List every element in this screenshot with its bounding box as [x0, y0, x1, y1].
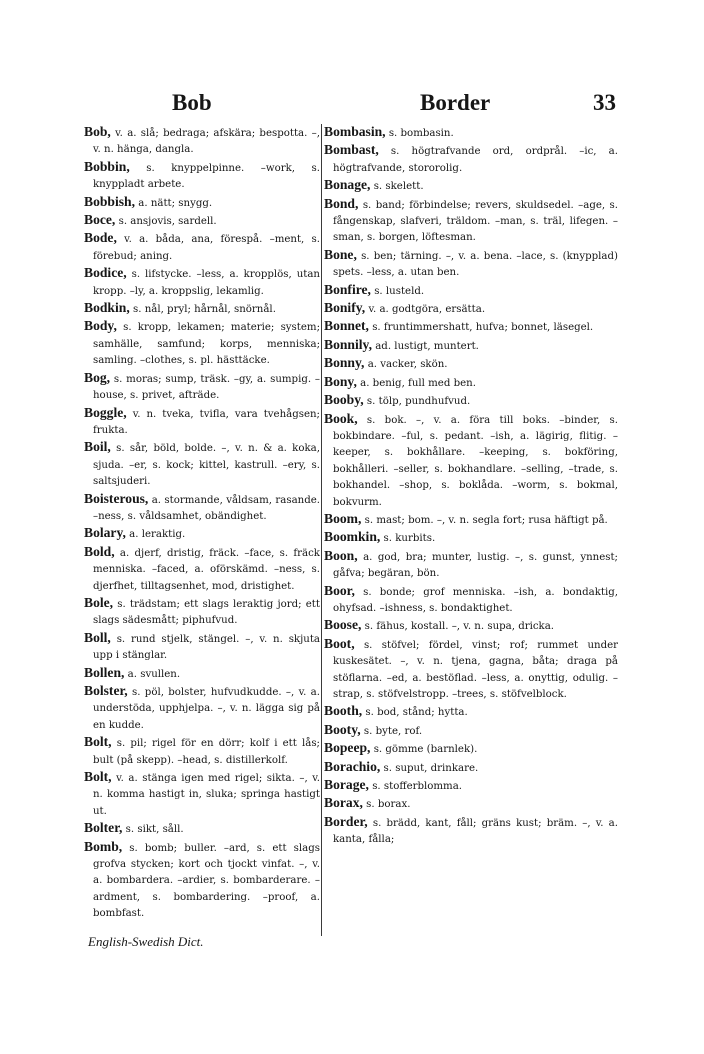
- entry-headword: Bodkin,: [84, 300, 130, 316]
- dictionary-entry: [324, 617, 618, 635]
- dictionary-entry: [324, 795, 618, 813]
- entry-definition: s. skelett.: [373, 181, 424, 193]
- entry-headword: Boil,: [84, 439, 111, 455]
- entry-definition: a. benig, full med ben.: [360, 377, 476, 389]
- entry-definition: s. bok. –, v. a. föra till boks. –binder, s. bokbindare. –ful, s. pedant. –ish, a. lägirig, flitig. –keeper, s. bokhållare. –keeping, s. bokföring, bokhålleri. –seller, s. bokhandlare. –selling, –trade, s. bokhandel. –shop, s. boklåda. –worm, s. bokmal, bokvurm.: [333, 414, 618, 508]
- entry-headword: Bonify,: [324, 300, 366, 316]
- dictionary-entry: [84, 194, 320, 212]
- dictionary-entry: [324, 777, 618, 795]
- entry-headword: Booty,: [324, 721, 361, 737]
- footer-signature: English-Swedish Dict.: [88, 934, 204, 949]
- dictionary-entry: [84, 491, 320, 526]
- entry-definition: s. högtrafvande ord, ordprål. –ic, a. högtrafvande, stororolig.: [333, 146, 618, 174]
- dictionary-entry: [324, 529, 618, 547]
- entry-definition: s. suput, drinkare.: [383, 762, 479, 774]
- dictionary-entry: [84, 820, 320, 838]
- header-first-word: Bob: [172, 90, 212, 115]
- dictionary-entry: [84, 683, 320, 734]
- entry-headword: Boce,: [84, 212, 116, 228]
- entry-definition: s. trädstam; ett slags leraktig jord; ett slags sädesmått; piphufvud.: [93, 598, 320, 627]
- entry-headword: Bombast,: [324, 142, 379, 158]
- entry-headword: Bobbish,: [84, 193, 136, 209]
- dictionary-entry: [84, 405, 320, 440]
- header-last-word: Border: [420, 90, 491, 115]
- entry-definition: s. pöl, bolster, hufvudkudde. –, v. a. understöda, upphjelpa. –, v. n. lägga sig på en kudde.: [93, 687, 320, 731]
- dictionary-entry: [84, 525, 320, 543]
- right-column: [324, 124, 618, 849]
- entry-headword: Bole,: [84, 594, 114, 610]
- entry-headword: Bolt,: [84, 734, 112, 750]
- entry-definition: s. brädd, kant, fåll; gräns kust; bräm. –, v. a. kanta, fålla;: [333, 817, 618, 846]
- entry-definition: s. gömme (barnlek).: [373, 744, 478, 756]
- entry-headword: Bolster,: [84, 683, 128, 698]
- entry-definition: s. pil; rigel för en dörr; kolf i ett lås; bult (på skepp). –head, s. distillerkolf.: [93, 738, 320, 766]
- dictionary-entry: [324, 548, 618, 583]
- entry-headword: Bonny,: [324, 355, 365, 371]
- entry-headword: Bolter,: [84, 820, 123, 836]
- entry-definition: s. bod, stånd; hytta.: [365, 707, 468, 719]
- entry-headword: Boll,: [84, 629, 111, 645]
- entry-definition: s. fruntimmershatt, hufva; bonnet, läsegel.: [372, 322, 594, 334]
- dictionary-entry: [84, 665, 320, 683]
- dictionary-entry: [84, 439, 320, 490]
- dictionary-entry: [324, 740, 618, 758]
- entry-headword: Bonnily,: [324, 336, 372, 352]
- entry-headword: Boor,: [324, 582, 355, 598]
- dictionary-entry: [324, 511, 618, 529]
- entry-headword: Book,: [324, 410, 358, 426]
- running-header: [80, 90, 616, 120]
- entry-definition: v. a. båda, ana, förespå. –ment, s. förebud; aning.: [93, 234, 320, 262]
- entry-headword: Bog,: [84, 369, 111, 385]
- dictionary-entry: [84, 265, 320, 300]
- dictionary-entry: [324, 703, 618, 721]
- entry-headword: Boot,: [324, 635, 355, 651]
- entry-headword: Bond,: [324, 195, 359, 211]
- entry-definition: v. n. tveka, tvifla, vara tvehågsen; frukta.: [93, 408, 320, 436]
- entry-definition: s. mast; bom. –, v. n. segla fort; rusa häftigt på.: [364, 514, 608, 526]
- entry-definition: a. vacker, skön.: [367, 359, 448, 371]
- dictionary-entry: [84, 630, 320, 665]
- entry-headword: Bolary,: [84, 525, 126, 541]
- entry-definition: s. lusteld.: [374, 285, 425, 297]
- entry-definition: a. svullen.: [127, 668, 181, 680]
- dictionary-entry: [324, 337, 618, 355]
- dictionary-entry: [324, 177, 618, 195]
- dictionary-entry: [84, 544, 320, 595]
- dictionary-entry: [324, 583, 618, 618]
- entry-headword: Borachio,: [324, 758, 381, 774]
- entry-definition: s. sår, böld, bolde. –, v. n. & a. koka, sjuda. –er, s. kock; kittel, kastrull. –ery, s. saltsjuderi.: [93, 443, 320, 488]
- entry-headword: Bodice,: [84, 265, 127, 281]
- dictionary-entry: [84, 212, 320, 230]
- dictionary-entry: [84, 839, 320, 923]
- entry-headword: Bonage,: [324, 177, 371, 193]
- column-divider: [321, 124, 322, 936]
- entry-definition: s. lifstycke. –less, a. kropplös, utan kropp. –ly, a. kroppslig, lekamlig.: [93, 269, 320, 297]
- dictionary-entry: [84, 300, 320, 318]
- entry-definition: s. bomb; buller. –ard, s. ett slags grofva stycken; kort och tjockt vinfat. –, v. a. bombardera. –ardier, s. bombarderare. –ardment, s. bombardering. –proof, a. bombfast.: [93, 842, 320, 920]
- entry-headword: Bold,: [84, 543, 115, 559]
- entry-definition: a. leraktig.: [129, 529, 186, 541]
- entry-definition: s. nål, pryl; hårnål, snörnål.: [132, 304, 276, 316]
- entry-headword: Bone,: [324, 246, 357, 262]
- entry-definition: v. a. slå; bedraga; afskära; bespotta. –, v. n. hänga, dangla.: [93, 128, 320, 156]
- dictionary-entry: [84, 370, 320, 405]
- entry-definition: a. stormande, våldsam, rasande. –ness, s. våldsamhet, obändighet.: [93, 494, 320, 522]
- entry-definition: s. kurbits.: [383, 533, 436, 545]
- entry-headword: Bolt,: [84, 769, 112, 785]
- dictionary-entry: [84, 159, 320, 194]
- entry-definition: s. stofferblomma.: [372, 781, 463, 793]
- entry-definition: s. stöfvel; fördel, vinst; rof; rummet under kuskesätet. –, v. n. tjena, gagna, båta; draga på stöflarna. –ed, a. bestöflad. –less, a. onyttig, odulig. –strap, s. stöfvelstropp. –trees, s. stöfvelblock.: [333, 639, 618, 700]
- dictionary-entry: [324, 814, 618, 849]
- dictionary-entry: [324, 411, 618, 511]
- entry-headword: Bobbin,: [84, 158, 130, 174]
- dictionary-entry: [324, 374, 618, 392]
- entry-definition: s. rund stjelk, stängel. –, v. n. skjuta upp i stänglar.: [93, 633, 320, 662]
- left-column: [84, 124, 320, 923]
- dictionary-entry: [324, 636, 618, 704]
- entry-definition: s. bombasin.: [388, 128, 454, 139]
- entry-definition: s. knyppelpinne. –work, s. knyppladt arbete.: [93, 162, 320, 191]
- dictionary-entry: [324, 282, 618, 300]
- entry-definition: s. byte, rof.: [363, 725, 423, 737]
- entry-definition: v. a. stänga igen med rigel; sikta. –, v. n. komma hastigt in, sluka; springa hastigt ut.: [93, 773, 320, 817]
- entry-definition: a. nätt; snygg.: [138, 197, 213, 209]
- entry-headword: Booby,: [324, 392, 364, 408]
- entry-definition: s. sikt, såll.: [125, 824, 184, 836]
- entry-headword: Bonnet,: [324, 318, 369, 334]
- entry-definition: s. bonde; grof menniska. –ish, a. bondaktig, ohyfsad. –ishness, s. bondaktighet.: [333, 586, 618, 614]
- entry-headword: Boose,: [324, 617, 362, 633]
- dictionary-entry: [324, 759, 618, 777]
- entry-headword: Borage,: [324, 777, 369, 793]
- entry-headword: Bombasin,: [324, 124, 386, 139]
- entry-headword: Borax,: [324, 795, 363, 811]
- entry-definition: s. kropp, lekamen; materie; system; samhälle, samfund; korps, menniska; samling. –clothes, s. pl. hästtäcke.: [93, 322, 320, 367]
- entry-definition: s. borax.: [366, 799, 411, 811]
- entry-definition: s. band; förbindelse; revers, skuldsedel. –age, s. fångenskap, slafveri, träldom. –man, s. träl, lifegen. –sman, s. borgen, löftesman.: [333, 199, 618, 244]
- dictionary-entry: [84, 595, 320, 630]
- entry-headword: Body,: [84, 318, 117, 334]
- dictionary-entry: [324, 142, 618, 177]
- entry-headword: Bode,: [84, 230, 117, 246]
- entry-definition: a. god, bra; munter, lustig. –, s. gunst, ynnest; gåfva; begäran, bön.: [333, 551, 618, 580]
- entry-headword: Bopeep,: [324, 740, 371, 756]
- dictionary-entry: [84, 230, 320, 265]
- entry-definition: s. moras; sump, träsk. –gy, a. sumpig. –house, s. privet, afträde.: [93, 373, 320, 402]
- dictionary-entry: [324, 247, 618, 282]
- entry-headword: Border,: [324, 813, 368, 829]
- entry-headword: Boggle,: [84, 404, 127, 420]
- entry-headword: Bob,: [84, 124, 111, 139]
- entry-headword: Boisterous,: [84, 490, 149, 506]
- entry-definition: v. a. godtgöra, ersätta.: [368, 304, 486, 316]
- dictionary-entry: [84, 124, 320, 159]
- dictionary-entry: [324, 318, 618, 336]
- dictionary-entry: [324, 124, 618, 142]
- entry-headword: Bony,: [324, 373, 357, 389]
- dictionary-entry: [324, 722, 618, 740]
- entry-headword: Boomkin,: [324, 529, 381, 545]
- dictionary-entry: [324, 300, 618, 318]
- entry-definition: s. tölp, pundhufvud.: [366, 396, 471, 408]
- entry-headword: Booth,: [324, 703, 363, 719]
- page-number: 33: [593, 90, 616, 115]
- dictionary-entry: [324, 392, 618, 410]
- entry-headword: Bonfire,: [324, 281, 371, 297]
- entry-definition: s. ansjovis, sardell.: [118, 216, 217, 228]
- entry-definition: ad. lustigt, muntert.: [375, 340, 479, 352]
- entry-definition: s. fähus, kostall. –, v. n. supa, dricka.: [364, 621, 555, 633]
- entry-headword: Boon,: [324, 547, 358, 563]
- dictionary-entry: [84, 769, 320, 820]
- dictionary-entry: [84, 318, 320, 369]
- entry-headword: Bomb,: [84, 838, 123, 854]
- dictionary-entry: [324, 355, 618, 373]
- entry-definition: s. ben; tärning. –, v. a. bena. –lace, s. (knypplad) spets. –less, a. utan ben.: [333, 250, 618, 279]
- entry-headword: Boom,: [324, 510, 362, 526]
- dictionary-entry: [324, 196, 618, 247]
- entry-definition: a. djerf, dristig, fräck. –face, s. fräck menniska. –faced, a. oförskämd. –ness, s. djerfhet, tilltagsenhet, mod, dristighet.: [93, 547, 320, 592]
- dictionary-entry: [84, 734, 320, 769]
- entry-headword: Bollen,: [84, 664, 125, 680]
